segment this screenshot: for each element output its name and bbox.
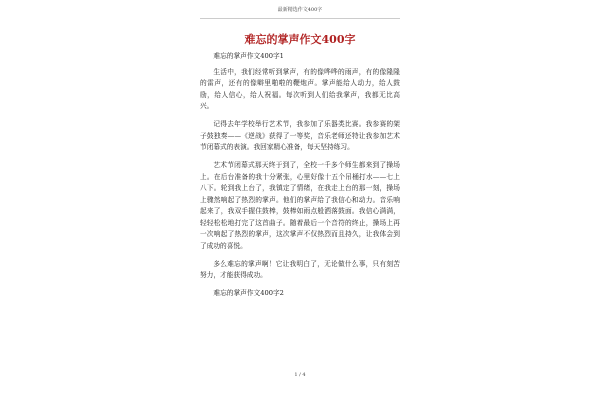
- page-number: 1 / 4: [294, 372, 306, 378]
- essay-paragraph-3: 艺术节闭幕式那天终于到了，全校一千多个师生都来到了操场上。在后台准备的我十分紧张，心里好像十五个吊桶打水——七上八下。轮到我上台了，我镇定了情绪，在我走上台的那一刻，操场上骤然响起了热烈的掌声。他们的掌声给了我信心和动力。音乐响起来了，我双手握住鼓棒，鼓棒如雨点般洒落鼓面。我信心满满，轻轻松松地打完了这首曲子。随着最后一个音符的终止，操场上再一次响起了热烈的掌声，这次掌声不仅热烈而且持久，让我体会到了成功的喜悦。: [200, 161, 400, 250]
- essay-paragraph-1: 生活中，我们经常听到掌声，有的像哗哗的雨声，有的像隆隆的雷声，还有的像噼里啪啦的鞭炮声。掌声能给人动力，给人鼓励，给人信心，给人祝福。每次听到人们给我掌声，我都无比高兴。: [200, 67, 400, 110]
- document-body: [200, 51, 400, 304]
- header-divider: [200, 18, 400, 19]
- essay-heading-1: 难忘的掌声作文400字1: [213, 52, 284, 60]
- essay-heading-2: 难忘的掌声作文400字2: [213, 289, 284, 297]
- running-header: 最新精选作文400字: [277, 7, 323, 13]
- essay-paragraph-2: 记得去年学校举行艺术节，我参加了乐器类比赛。我参赛的架子鼓独奏——《逆战》获得了一等奖，音乐老师还特让我参加艺术节闭幕式的表演。我回家精心准备，每天坚持练习。: [200, 120, 400, 151]
- essay-paragraph-4: 多么难忘的掌声啊！它让我明白了，无论做什么事，只有刻苦努力，才能获得成功。: [200, 259, 400, 279]
- document-title: 难忘的掌声作文400字: [244, 33, 356, 46]
